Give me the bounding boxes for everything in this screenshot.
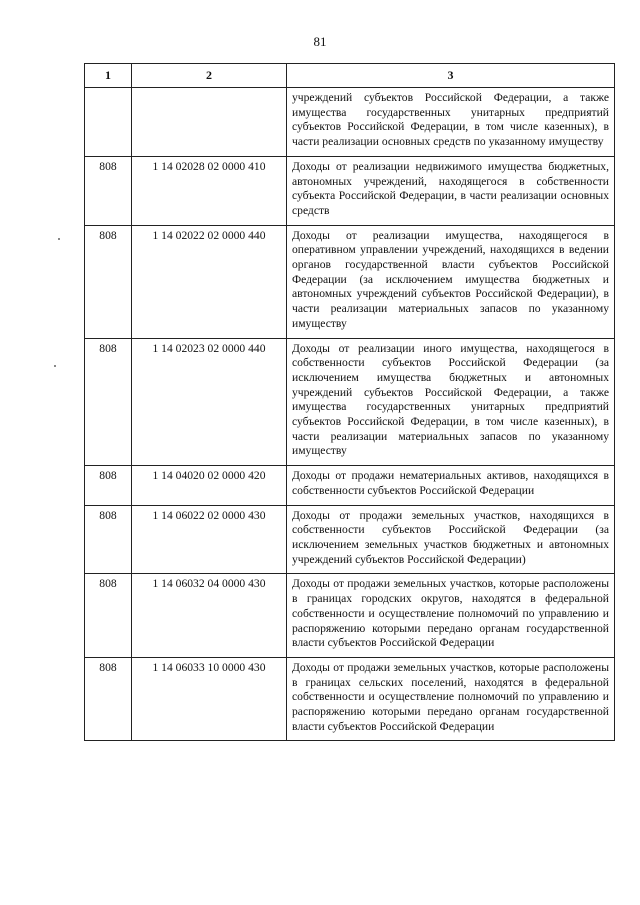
page-number: 81 xyxy=(313,34,327,49)
kbk-code-cell: 1 14 06033 10 0000 430 xyxy=(132,657,287,741)
scan-speck xyxy=(54,365,56,367)
admin-code-cell: 808 xyxy=(85,156,132,225)
table-row xyxy=(85,338,615,466)
kbk-code-cell: 1 14 06022 02 0000 430 xyxy=(132,505,287,574)
scan-speck xyxy=(58,238,60,240)
table-row xyxy=(85,225,615,338)
description-cell: Доходы от продажи земельных участков, которые расположены в границах городских округов, находятся в федеральной собственности и осуществление полномочий по управлению и распоряжению которыми передано органам государственной власти субъектов Российской Федерации xyxy=(287,574,615,658)
column-header-2: 2 xyxy=(132,64,287,88)
kbk-code-cell: 1 14 02028 02 0000 410 xyxy=(132,156,287,225)
kbk-code-cell: 1 14 06032 04 0000 430 xyxy=(132,574,287,658)
description-cell: Доходы от продажи нематериальных активов, находящихся в собственности субъектов Российской Федерации xyxy=(287,466,615,505)
description-cell: Доходы от продажи земельных участков, находящихся в собственности субъектов Российской Федерации (за исключением земельных участков бюджетных и автономных учреждений субъектов Российской Федерации) xyxy=(287,505,615,574)
admin-code-cell: 808 xyxy=(85,466,132,505)
table-row xyxy=(85,574,615,658)
admin-code-cell xyxy=(85,88,132,157)
kbk-code-cell: 1 14 04020 02 0000 420 xyxy=(132,466,287,505)
kbk-code-cell: 1 14 02023 02 0000 440 xyxy=(132,338,287,466)
table-row xyxy=(85,156,615,225)
admin-code-cell: 808 xyxy=(85,657,132,741)
table-row xyxy=(85,466,615,505)
table-row xyxy=(85,88,615,157)
column-header-3: 3 xyxy=(287,64,615,88)
admin-code-cell: 808 xyxy=(85,225,132,338)
table-header-row xyxy=(85,64,615,88)
admin-code-cell: 808 xyxy=(85,505,132,574)
description-cell: Доходы от реализации иного имущества, находящегося в собственности субъектов Российской Федерации (за исключением имущества бюджетных и автономных учреждений субъектов Российской Федерации, а также имущества государственных унитарных предприятий субъектов Российской Федерации, в том числе казенных), в части реализации материальных запасов по указанному имуществу xyxy=(287,338,615,466)
revenue-codes-table xyxy=(84,63,615,741)
column-header-1: 1 xyxy=(85,64,132,88)
description-cell: Доходы от реализации имущества, находящегося в оперативном управлении учреждений, находящихся в ведении органов государственной власти субъектов Российской Федерации (за исключением имущества бюджетных и автономных учреждений субъектов Российской Федерации), в части реализации материальных запасов по указанному имуществу xyxy=(287,225,615,338)
admin-code-cell: 808 xyxy=(85,574,132,658)
description-cell: Доходы от продажи земельных участков, которые расположены в границах сельских поселений, находятся в федеральной собственности и осуществление полномочий по управлению и распоряжению которыми передано органам государственной власти субъектов Российской Федерации xyxy=(287,657,615,741)
kbk-code-cell: 1 14 02022 02 0000 440 xyxy=(132,225,287,338)
description-cell: учреждений субъектов Российской Федерации, а также имущества государственных унитарных предприятий субъектов Российской Федерации, в том числе казенных), в части реализации основных средств по указанному имуществу xyxy=(287,88,615,157)
kbk-code-cell xyxy=(132,88,287,157)
table-row xyxy=(85,505,615,574)
table-row xyxy=(85,657,615,741)
admin-code-cell: 808 xyxy=(85,338,132,466)
description-cell: Доходы от реализации недвижимого имущества бюджетных, автономных учреждений, находящегося в собственности субъекта Российской Федерации, в части реализации основных средств xyxy=(287,156,615,225)
